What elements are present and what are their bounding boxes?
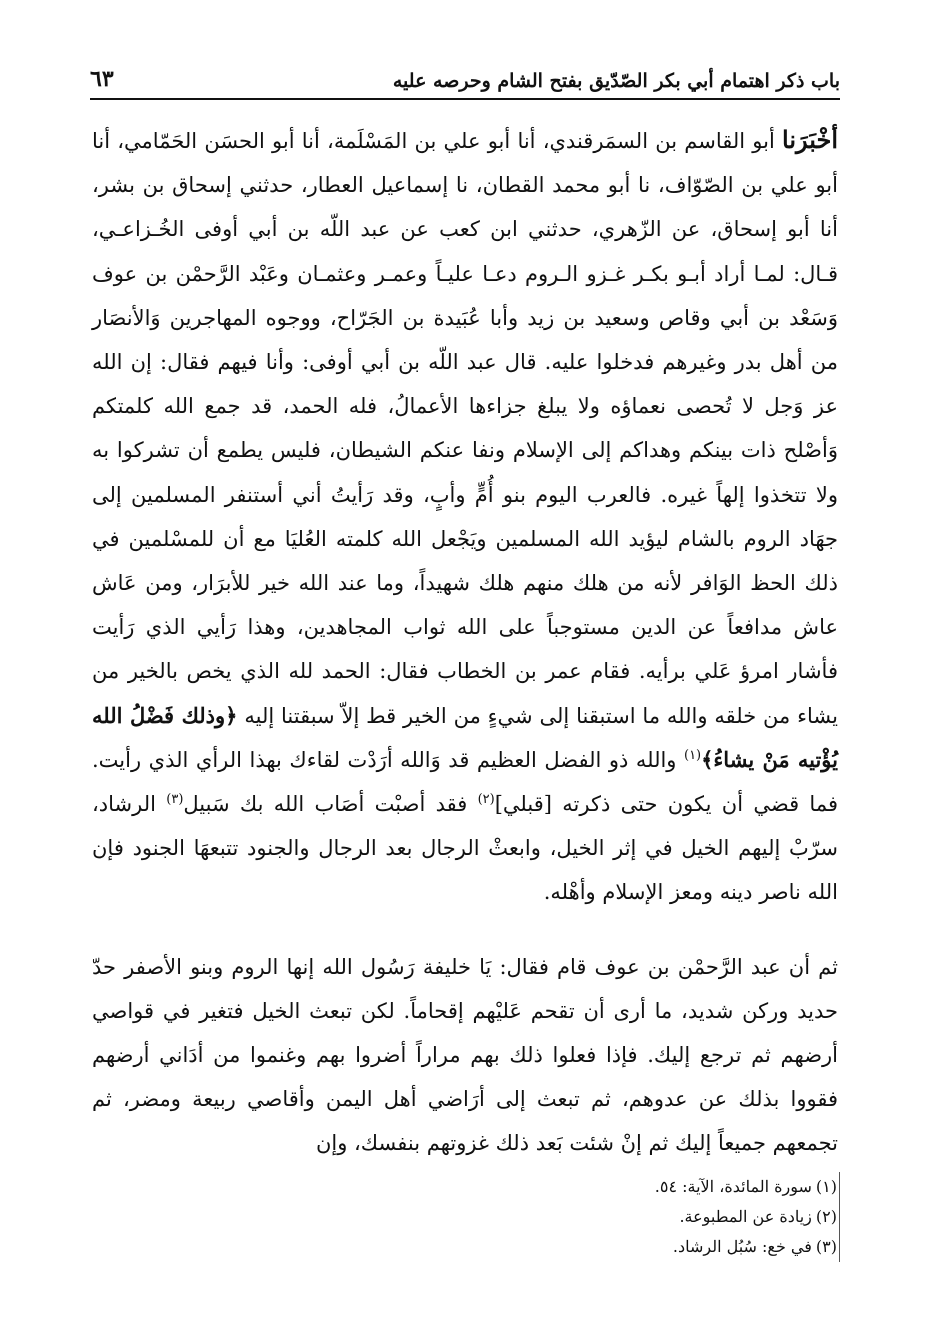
running-title: باب ذكر اهتمام أبي بكر الصّدّيق بفتح الشام وحرصه عليه [392,70,840,92]
quran-verse: ﴿وذلك فَضْلُ الله يُؤْتيه مَنْ يشاءُ﴾ [92,702,838,772]
paragraph-1-part-a: أبو القاسم بن السمَرقندي، أنا أبو علي بن المَسْلَمة، أنا أبو الحسَن الحَمّامي، أنا أبو علي بن الصّوّاف، نا أبو محمد القطان، نا إسماعيل العطار، حدثني إسحاق بن بشر، أنا أبو إسحاق، عن الزّهري، حدثني ابن كعب عن عبد اللّه بن أبي أوفى الخُـزاعـي، قـال: لمـا أراد أبـو بكـر غـزو الـروم دعـا عليـاً وعمـر وعثمـان وعَبْد الرَّحمْن بن عوف وَسَعْد بن أبي وقاص وسعيد بن زيد وأبا عُبَيدة بن الجَرّاح، ووجوه المهاجرين وَالأنصَار من أهل بدر وغيرهم فدخلوا عليه. قال عبد اللّه بن أبي أوفى: وأنا فيهم فقال: إن الله عز وَجل لا تُحصى نعماؤه ولا يبلغ جزاءها الأعمالُ، فله الحمد، قد جمع الله كلمتكم وَأصْلح ذات بينكم وهداكم إلى الإسلام ونفا عنكم الشيطان، فليس يطمع أن تشركوا به ولا تتخذوا إلهاً غيره. فالعرب اليوم بنو أُمٍّ وأبٍ، وقد رَأيتُ أني أستنفر المسلمين إلى جهَاد الروم بالشام ليؤيد الله المسلمين ويَجْعل الله كلمته العُليَا مع أن للمسْلمين في ذلك الحظ الوَافر لأنه من هلك منهم هلك شهيداً، وما عند الله خير للأبرَار، ومن عَاش عاش مدافعاً عن الدين مستوجباً على الله ثواب المجاهدين، وهذا رَأيي الذي رَأيت فأشار امرؤ عَلي برأيه. فقام عمر بن الخطاب فقال: الحمد لله الذي يخص بالخير من يشاء من خلقه والله ما استبقنا إلى شيءٍ من الخير قط إلاّ سبقتنا إليه [92,129,838,728]
footnote-text: سورة المائدة، الآية: ٥٤. [654,1177,812,1196]
paragraph-1-part-c: فقد أصبْت أصَاب الله بك سَبيل [183,792,478,817]
paragraph-1-part-b: والله ذو الفضل العظيم قد وَالله أرَدْت لقاءك بهذا الرأي الذي رأيت. فما قضي أن يكون حتى ذكرته [قبلي] [92,747,838,817]
footnote-ref-3: (٣) [166,792,184,808]
paragraph-1-part-d: الرشاد، سرّبْ إليهم الخيل في إثر الخيل، وابعثْ الرجال بعد الرجال والجنود تتبعهَا الجنود فإن الله ناصر دينه ومعز الإسلام وأهْله. [92,792,838,905]
footnote-text: في خع: سُبُل الرشاد. [672,1237,812,1256]
footnote-mark: (٣) [816,1232,840,1262]
footnote-3 [540,1232,840,1262]
paragraph-2: ثم أن عبد الرَّحمْن بن عوف قام فقال: يَا خليفة رَسُول الله إنها الروم وبنو الأصفر حدّ حديد وركن شديد، ما أرى أن تقحم عَليْهم إقحاماً. لكن تبعث الخيل فتغير في قواصي أرضهم ثم ترجع إليك. فإذا فعلوا ذلك بهم مراراً أضروا بهم وغنموا من أدَاني أرضهم فقووا بذلك عن عدوهم، ثم تبعث إلى أرَاضي أهل اليمن وأقاصي ربيعة ومضر، ثم تجمعهم جميعاً إليك ثم إنْ شئت بَعد ذلك غزوتهم بنفسك، وإن [92,954,838,1156]
footnote-text: زيادة عن المطبوعة. [679,1207,812,1226]
page-number: ٦٣ [90,66,114,92]
footnote-mark: (٢) [816,1202,840,1232]
main-text [92,118,838,1166]
footnote-1 [540,1172,840,1202]
footnote-ref-2: (٢) [477,792,495,808]
footnotes [540,1172,840,1262]
page-header [90,54,840,100]
paragraph-1 [92,118,838,915]
footnote-2 [540,1202,840,1232]
footnote-mark: (١) [816,1172,840,1202]
lead-word: أخْبَرَنا [782,125,838,154]
footnote-ref-1: (١) [683,747,702,763]
